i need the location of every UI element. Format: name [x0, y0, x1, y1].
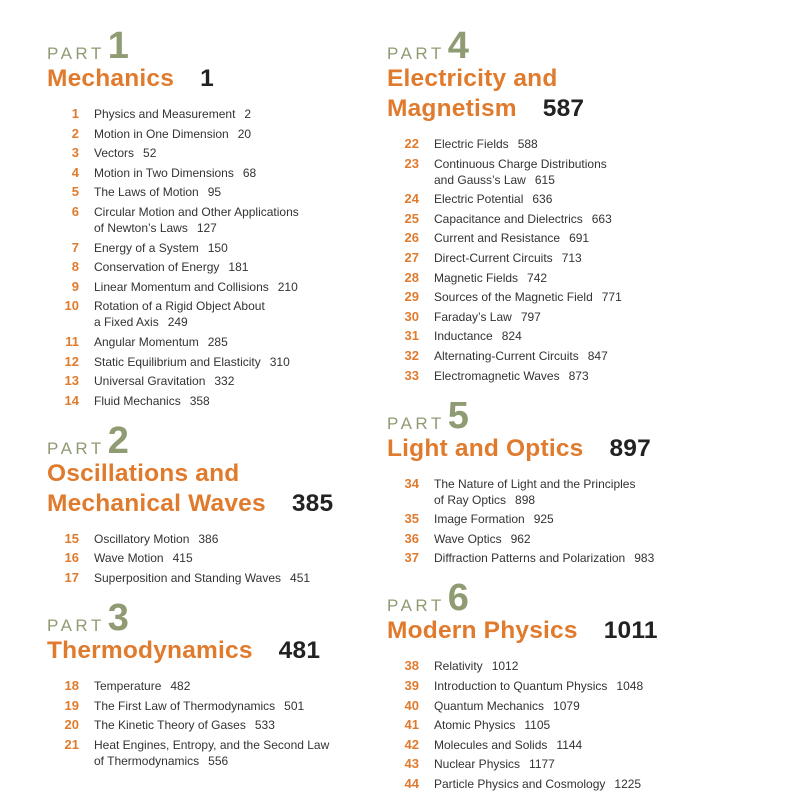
chapter-list	[387, 658, 787, 792]
chapter-list	[387, 136, 787, 384]
chapter-page: 1144	[556, 737, 583, 752]
chapter-page: 95	[207, 185, 222, 200]
chapter-17[interactable]	[47, 570, 357, 586]
chapter-title: Temperature 482	[94, 678, 191, 693]
chapter-title: Introduction to Quantum Physics 1048	[434, 678, 644, 693]
chapter-title: Current and Resistance 691	[434, 231, 590, 246]
chapter-title: Inductance 824	[434, 329, 522, 344]
part-page: 1011	[603, 617, 658, 645]
toc-column-right	[387, 25, 787, 806]
chapter-page: 742	[527, 270, 548, 285]
part-label	[387, 577, 787, 620]
chapter-number: 20	[64, 717, 79, 733]
chapter-title: Direct-Current Circuits 713	[434, 250, 582, 265]
chapter-3[interactable]	[47, 145, 357, 161]
chapter-number: 2	[71, 125, 79, 141]
part-page: 587	[542, 95, 585, 122]
chapter-41[interactable]	[387, 717, 787, 733]
chapter-number: 29	[404, 289, 419, 305]
part-page: 385	[291, 489, 334, 517]
chapter-title: Physics and Measurement 2	[94, 107, 252, 121]
chapter-number: 43	[404, 756, 419, 772]
chapter-number: 28	[404, 269, 419, 285]
part-label	[47, 25, 357, 67]
chapter-page: 663	[591, 211, 612, 226]
chapter-number: 21	[64, 736, 79, 752]
chapter-number: 3	[71, 145, 79, 161]
chapter-number: 27	[404, 249, 419, 265]
chapter-title: Magnetic Fields 742	[434, 270, 548, 285]
chapter-title: Alternating-Current Circuits 847	[434, 348, 608, 363]
chapter-number: 4	[71, 164, 79, 180]
chapter-35[interactable]	[387, 511, 787, 527]
chapter-number: 34	[404, 475, 419, 491]
chapter-title: The Nature of Light and the Principles of Ray Optics 898	[434, 476, 636, 507]
chapter-number: 1	[71, 106, 79, 121]
chapter-18[interactable]	[47, 678, 357, 694]
chapter-26[interactable]	[387, 230, 787, 246]
chapter-title: Particle Physics and Cosmology 1225	[434, 776, 642, 791]
chapter-6[interactable]	[47, 204, 357, 236]
chapter-list	[387, 476, 787, 567]
chapter-25[interactable]	[387, 211, 787, 227]
chapter-16[interactable]	[47, 550, 357, 566]
part-label	[387, 394, 787, 437]
chapter-page: 2	[244, 107, 252, 121]
chapter-page: 482	[170, 678, 191, 693]
chapter-title: Nuclear Physics 1177	[434, 757, 555, 772]
part-title[interactable]	[47, 636, 357, 666]
chapter-44[interactable]	[387, 776, 787, 792]
chapter-23[interactable]	[387, 156, 787, 188]
chapter-number: 36	[404, 530, 419, 546]
chapter-page: 386	[198, 531, 219, 546]
part-title-line: Mechanical Waves	[47, 489, 266, 517]
part-number: 1	[107, 25, 129, 67]
chapter-number: 13	[64, 373, 79, 389]
chapter-15[interactable]	[47, 531, 357, 547]
part-word: PART	[47, 615, 105, 635]
chapter-page: 615	[534, 172, 555, 187]
part-title[interactable]	[47, 459, 357, 519]
part-label	[47, 596, 357, 639]
chapter-page: 873	[568, 368, 589, 383]
chapter-number: 33	[404, 367, 419, 383]
chapter-title: Linear Momentum and Collisions 210	[94, 279, 298, 294]
chapter-number: 38	[404, 658, 419, 674]
chapter-29[interactable]	[387, 289, 787, 305]
chapter-title: Atomic Physics 1105	[434, 718, 551, 733]
chapter-title: Wave Optics 962	[434, 531, 531, 546]
chapter-page: 556	[208, 753, 229, 768]
chapter-34[interactable]	[387, 476, 787, 508]
chapter-title: Heat Engines, Entropy, and the Second Law of Thermodynamics 556	[94, 737, 330, 768]
chapter-page: 824	[501, 329, 522, 344]
chapter-title: Image Formation 925	[434, 512, 554, 527]
chapter-title: The Laws of Motion 95	[94, 185, 222, 200]
chapter-title: Faraday’s Law 797	[434, 309, 541, 324]
chapter-11[interactable]	[47, 334, 357, 350]
chapter-27[interactable]	[387, 250, 787, 266]
chapter-page: 533	[254, 718, 275, 733]
chapter-title: Capacitance and Dielectrics 663	[434, 211, 612, 226]
chapter-title: Angular Momentum 285	[94, 334, 228, 349]
toc-column-left	[47, 25, 357, 783]
part-number: 6	[447, 577, 469, 620]
chapter-page: 1079	[553, 698, 580, 713]
chapter-title: Energy of a System 150	[94, 240, 228, 255]
chapter-title: Sources of the Magnetic Field 771	[434, 290, 622, 305]
chapter-24[interactable]	[387, 191, 787, 207]
chapter-number: 41	[404, 717, 419, 733]
chapter-number: 10	[64, 298, 79, 314]
chapter-number: 8	[71, 259, 79, 275]
chapter-page: 249	[167, 315, 188, 330]
chapter-1[interactable]	[47, 106, 357, 122]
chapter-title: Conservation of Energy 181	[94, 260, 249, 275]
chapter-title: Superposition and Standing Waves 451	[94, 570, 311, 585]
chapter-38[interactable]	[387, 658, 787, 674]
chapter-number: 16	[64, 550, 79, 566]
chapter-43[interactable]	[387, 756, 787, 772]
part-number: 5	[447, 394, 469, 437]
chapter-title: Universal Gravitation 332	[94, 374, 235, 389]
chapter-page: 1048	[616, 678, 644, 693]
part-label	[47, 419, 357, 462]
chapter-list	[47, 106, 357, 409]
chapter-number: 39	[404, 677, 419, 693]
chapter-page: 925	[533, 512, 554, 527]
chapter-32[interactable]	[387, 348, 787, 364]
chapter-page: 771	[601, 290, 622, 305]
chapter-page: 847	[587, 348, 608, 363]
chapter-13[interactable]	[47, 373, 357, 389]
chapter-page: 358	[189, 393, 210, 408]
chapter-title: Circular Motion and Other Applications of Newton’s Laws 127	[94, 204, 299, 235]
chapter-number: 19	[64, 697, 79, 713]
chapter-page: 501	[284, 698, 305, 713]
part-title-line: Oscillations and	[47, 459, 240, 487]
chapter-4[interactable]	[47, 165, 357, 181]
chapter-page: 68	[242, 165, 257, 180]
chapter-number: 35	[404, 511, 419, 527]
part-title[interactable]	[387, 434, 787, 464]
chapter-number: 14	[64, 392, 79, 408]
chapter-title: Motion in Two Dimensions 68	[94, 165, 257, 180]
chapter-number: 24	[404, 191, 419, 207]
chapter-page: 20	[237, 126, 252, 141]
chapter-title: Electric Potential 636	[434, 192, 553, 207]
chapter-5[interactable]	[47, 184, 357, 200]
chapter-page: 898	[515, 492, 536, 507]
chapter-9[interactable]	[47, 279, 357, 295]
chapter-page: 415	[172, 551, 193, 566]
chapter-number: 11	[65, 333, 79, 349]
chapter-page: 797	[520, 309, 541, 324]
chapter-21[interactable]	[47, 737, 357, 769]
chapter-number: 32	[404, 347, 419, 363]
chapter-page: 332	[214, 374, 235, 389]
chapter-page: 983	[634, 551, 655, 566]
chapter-number: 37	[404, 550, 419, 566]
chapter-number: 9	[71, 278, 79, 294]
chapter-19[interactable]	[47, 698, 357, 714]
chapter-title: Wave Motion 415	[94, 551, 193, 566]
chapter-page: 1012	[491, 659, 519, 674]
chapter-page: 1177	[529, 757, 555, 772]
part-1	[47, 25, 357, 409]
part-number: 2	[107, 419, 129, 462]
chapter-36[interactable]	[387, 531, 787, 547]
chapter-number: 31	[404, 328, 419, 344]
part-2	[47, 419, 357, 586]
chapter-title: Motion in One Dimension 20	[94, 126, 252, 141]
part-3	[47, 596, 357, 769]
part-word: PART	[387, 596, 445, 616]
part-title-line: Mechanics	[47, 65, 175, 92]
chapter-title: Oscillatory Motion 386	[94, 531, 219, 546]
chapter-37[interactable]	[387, 550, 787, 566]
chapter-title: Rotation of a Rigid Object About a Fixed Axis 249	[94, 299, 265, 330]
chapter-31[interactable]	[387, 328, 787, 344]
chapter-page: 1225	[614, 776, 642, 791]
chapter-title: Static Equilibrium and Elasticity 310	[94, 354, 290, 369]
chapter-page: 636	[532, 192, 553, 207]
chapter-list	[47, 531, 357, 586]
chapter-title: Diffraction Patterns and Polarization 983	[434, 551, 655, 566]
chapter-number: 15	[64, 530, 79, 546]
part-label	[387, 25, 787, 67]
chapter-title: Electric Fields 588	[434, 137, 538, 151]
chapter-22[interactable]	[387, 136, 787, 152]
chapter-14[interactable]	[47, 393, 357, 409]
part-6	[387, 577, 787, 792]
chapter-number: 25	[404, 210, 419, 226]
part-word: PART	[47, 438, 105, 458]
chapter-page: 1105	[524, 718, 551, 733]
chapter-page: 962	[510, 531, 531, 546]
part-title[interactable]	[387, 64, 787, 124]
chapter-number: 44	[404, 775, 419, 791]
chapter-title: Electromagnetic Waves 873	[434, 368, 589, 383]
chapter-number: 40	[404, 697, 419, 713]
part-title-line: Modern Physics	[387, 617, 578, 645]
chapter-page: 285	[207, 334, 228, 349]
chapter-number: 23	[404, 155, 419, 171]
chapter-title: Continuous Charge Distributions and Gauss’s Law 615	[434, 156, 607, 187]
chapter-number: 26	[404, 230, 419, 246]
part-page: 897	[609, 434, 651, 462]
chapter-number: 12	[64, 353, 79, 369]
part-title[interactable]	[47, 64, 357, 94]
chapter-page: 210	[277, 279, 298, 294]
part-word: PART	[47, 44, 105, 63]
chapter-page: 451	[290, 570, 311, 585]
chapter-number: 18	[64, 677, 79, 693]
chapter-28[interactable]	[387, 270, 787, 286]
chapter-number: 6	[71, 203, 79, 219]
part-title-line: Electricity and	[387, 65, 558, 92]
chapter-30[interactable]	[387, 309, 787, 325]
chapter-10[interactable]	[47, 298, 357, 330]
chapter-42[interactable]	[387, 737, 787, 753]
part-title[interactable]	[387, 616, 787, 646]
chapter-8[interactable]	[47, 259, 357, 275]
part-page: 481	[278, 636, 321, 664]
chapter-39[interactable]	[387, 678, 787, 694]
chapter-page: 713	[561, 250, 582, 265]
part-page: 1	[200, 65, 214, 92]
chapter-number: 17	[64, 569, 79, 585]
chapter-2[interactable]	[47, 126, 357, 142]
part-number: 3	[107, 596, 129, 639]
chapter-page: 52	[143, 146, 157, 161]
chapter-page: 310	[269, 354, 290, 369]
chapter-page: 588	[517, 137, 538, 151]
part-word: PART	[387, 44, 445, 63]
chapter-title: Relativity 1012	[434, 659, 519, 674]
chapter-page: 127	[196, 220, 217, 235]
chapter-number: 22	[404, 136, 419, 151]
chapter-page: 150	[207, 240, 228, 255]
chapter-number: 7	[71, 239, 79, 255]
chapter-number: 30	[404, 308, 419, 324]
chapter-20[interactable]	[47, 717, 357, 733]
chapter-title: The Kinetic Theory of Gases 533	[94, 718, 275, 733]
chapter-title: Fluid Mechanics 358	[94, 393, 210, 408]
chapter-title: Quantum Mechanics 1079	[434, 698, 580, 713]
part-word: PART	[387, 413, 445, 433]
chapter-title: Vectors 52	[94, 146, 157, 161]
chapter-title: The First Law of Thermodynamics 501	[94, 698, 305, 713]
part-title-line: Light and Optics	[387, 434, 584, 462]
part-4	[387, 25, 787, 384]
chapter-number: 5	[71, 184, 79, 200]
part-5	[387, 394, 787, 567]
chapter-page: 691	[569, 231, 590, 246]
chapter-12[interactable]	[47, 354, 357, 370]
chapter-page: 181	[228, 260, 249, 275]
chapter-title: Molecules and Solids 1144	[434, 737, 583, 752]
chapter-number: 42	[404, 736, 419, 752]
chapter-33[interactable]	[387, 368, 787, 384]
chapter-7[interactable]	[47, 240, 357, 256]
part-number: 4	[447, 25, 469, 67]
chapter-40[interactable]	[387, 698, 787, 714]
part-title-line: Thermodynamics	[47, 636, 253, 664]
chapter-list	[47, 678, 357, 769]
part-title-line: Magnetism	[387, 95, 517, 122]
